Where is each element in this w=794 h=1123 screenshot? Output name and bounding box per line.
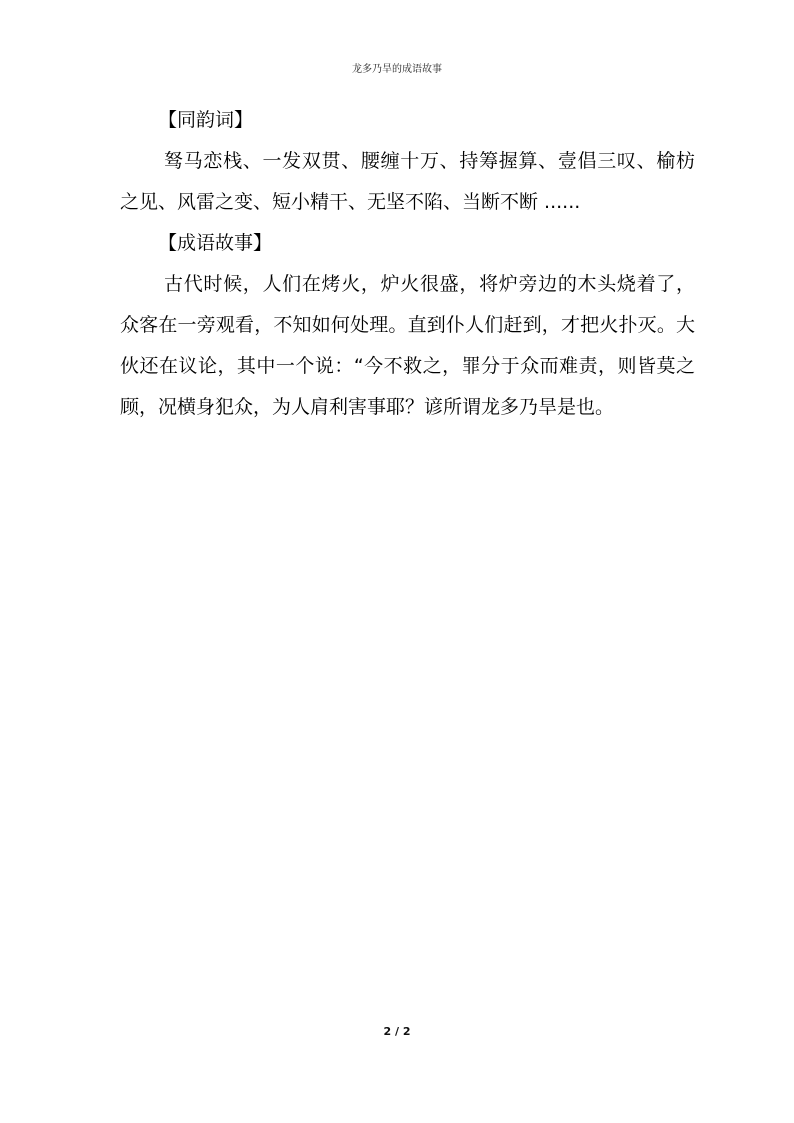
page-header: 龙多乃旱的成语故事: [352, 64, 442, 75]
section-heading-synonyms: 【同韵词】: [158, 109, 254, 131]
document-body: [120, 100, 695, 428]
page-number: 2 / 2: [383, 1025, 411, 1038]
story-paragraph: 古代时候，人们在烤火，炉火很盛，将炉旁边的木头烧着了，众客在一旁观看，不知如何处理。直到仆人们赶到，才把火扑灭。大伙还在议论，其中一个说：“今不救之，罪分于众而难责，则皆莫之顾，况横身犯众，为人肩利害事耶？谚所谓龙多乃旱是也。: [120, 273, 695, 418]
section-heading-story: 【成语故事】: [158, 232, 273, 254]
synonyms-paragraph: 驽马恋栈、一发双贯、腰缠十万、持筹握算、壹倡三叹、榆枋之见、风雷之变、短小精干、无坚不陷、当断不断 ......: [120, 150, 695, 213]
